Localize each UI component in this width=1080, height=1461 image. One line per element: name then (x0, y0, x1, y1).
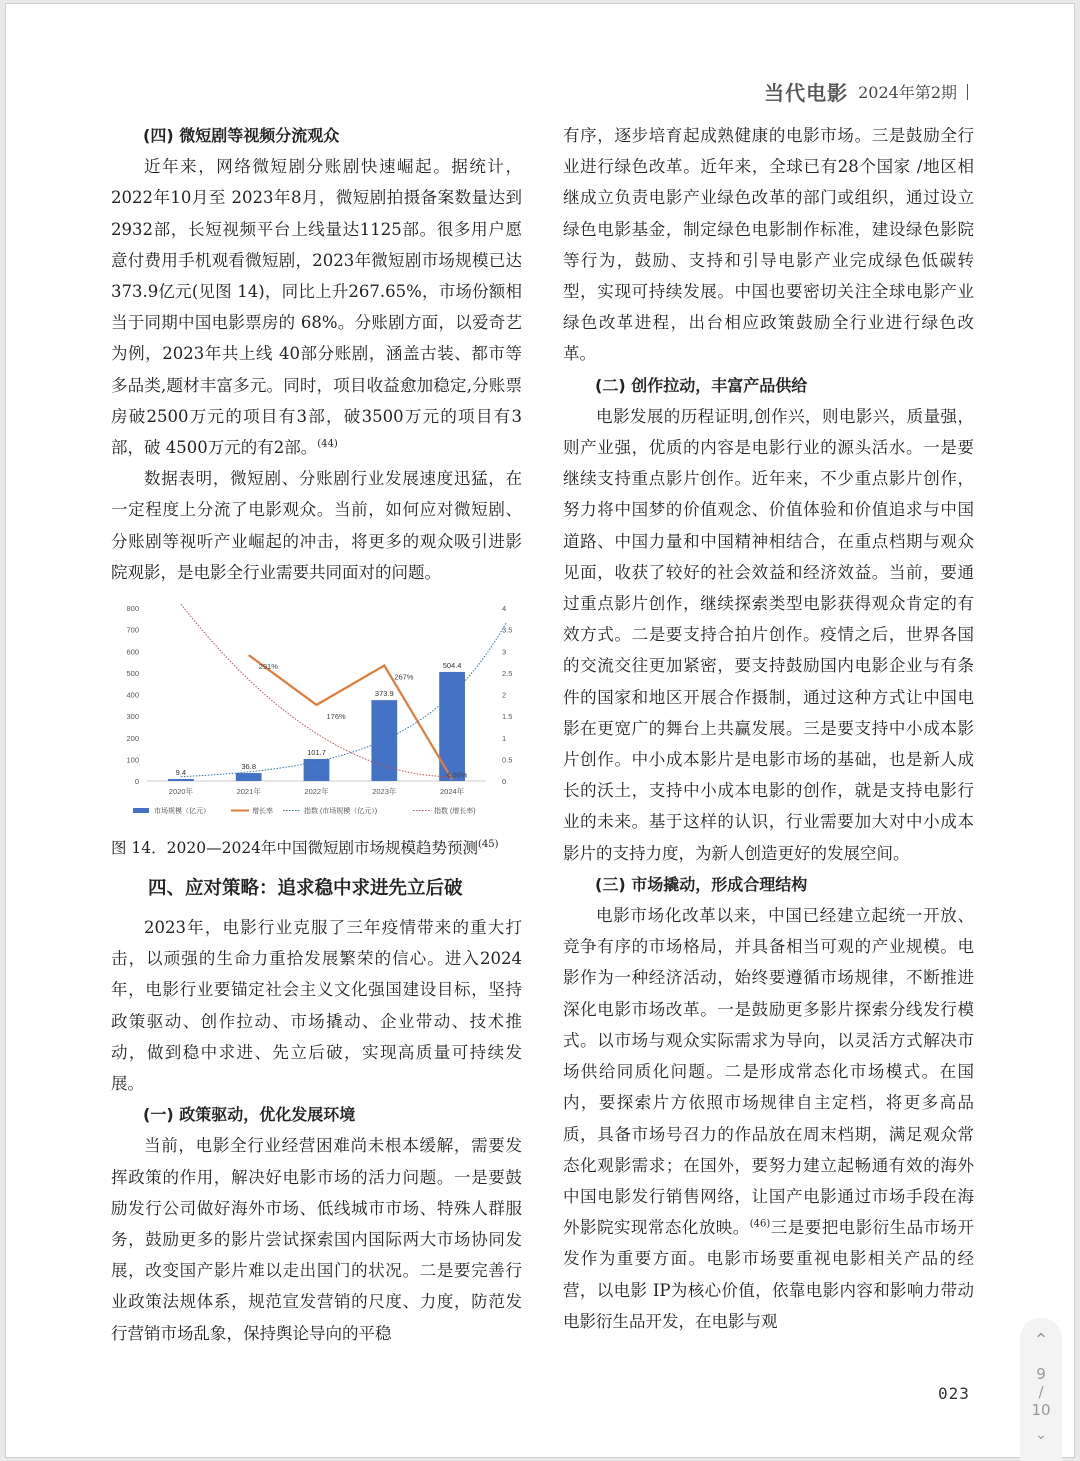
y-tick-label: 600 (126, 647, 139, 657)
figure-caption: 图 14．2020—2024年中国微短剧市场规模趋势预测$^{(45)}$ (111, 838, 499, 858)
y-tick-label: 400 (126, 690, 139, 700)
journal-logo: 当代电影 (764, 81, 849, 105)
x-tick-label: 2021年 (236, 787, 261, 797)
right-column (563, 120, 974, 1337)
y-tick-label: 100 (126, 755, 139, 765)
legend-label: 市场规模（亿元） (154, 808, 210, 816)
paragraph: 当前，电影全行业经营困难尚未根本缓解，需要发挥政策的作用，解决好电影市场的活力问题。一是要鼓励发行公司做好海外市场、低线城市市场、特殊人群服务，鼓励更多的影片尝试探索国内国际两大市场协同发展，改变国产影片难以走出国门的状况。二是要完善行业政策法规体系，规范宣发营销的尺度、力度，防范发行营销市场乱象，保持舆论导向的平稳 (111, 1136, 522, 1343)
y2-tick-label: 2.5 (502, 668, 513, 678)
growth-label: 176% (326, 711, 346, 721)
legend-swatch (133, 808, 149, 813)
paragraph: 近年来，网络微短剧分账剧快速崛起。据统计，2022年10月至 2023年8月，微短剧拍摄备案数量达到2932部，长短视频平台上线量达1125部。很多用户愿意付费用手机观看微短剧，2023年微短剧市场规模已达 373.9亿元(见图 14)，同比上升267.65%，市场份额相当于同期中国电影票房的 68%。分账剧方面，以爱奇艺为例，2023年共上线 40部分账剧，涵盖古装、都市等多品类,题材丰富多元。同时，项目收益愈加稳定,分账票房破2500万元的项目有3部，破3500万元的项目有3部，破 4500万元的有2部。$^{(44)}$ (111, 157, 522, 458)
bar-value-label: 9.4 (175, 768, 187, 778)
paragraph: 电影发展的历程证明,创作兴，则电影兴，质量强，则产业强，优质的内容是电影行业的源头活水。一是要继续支持重点影片创作。近年来，不少重点影片创作，努力将中国梦的价值观念、价值体验和价值追求与中国道路、中国力量和中国精神相结合，在重点档期与观众见面，收获了较好的社会效益和经济效益。当前，要通过重点影片创作，继续探索类型电影获得观众肯定的有效方式。二是要支持合拍片创作。疫情之后，世界各国的交流交往更加紧密，要支持鼓励国内电影企业与有条件的国家和地区开展合作摄制，通过这种方式让中国电影在更宽广的舞台上共赢发展。三是要支持中小成本影片创作。中小成本影片是电影市场的基础，也是新人成长的沃土，支持中小成本电影的创作，就是支持电影行业的未来。基于这样的认识，行业需要加大对中小成本影片的支持力度，为新人创造更好的发展空间。 (563, 406, 974, 863)
growth-label: 291% (258, 662, 278, 672)
section-heading: (二) 创作拉动，丰富产品供给 (595, 375, 808, 395)
bar-value-label: 36.8 (241, 762, 257, 772)
figure-14-chart (111, 598, 522, 830)
y2-tick-label: 0 (502, 777, 507, 787)
chart-svg (111, 598, 522, 830)
legend-label: 增长率 (252, 808, 273, 816)
issue-label: 2024年第2期 (858, 83, 957, 102)
citation: (45) (478, 838, 499, 850)
page-separator: / (1038, 1383, 1044, 1401)
total-pages: 10 (1031, 1401, 1051, 1419)
y-tick-label: 200 (126, 733, 139, 743)
x-tick-label: 2024年 (440, 787, 465, 797)
citation: (44) (317, 438, 338, 450)
growth-line (249, 655, 452, 779)
citation: (46) (749, 1218, 771, 1230)
growth-label: 267% (394, 672, 414, 682)
x-tick-label: 2022年 (304, 787, 329, 797)
y2-tick-label: 2 (502, 690, 507, 700)
y-tick-label: 300 (126, 712, 139, 722)
header-divider (967, 84, 968, 100)
page-navigator (1020, 1318, 1062, 1461)
x-tick-label: 2023年 (372, 787, 397, 797)
page-down-chevron-icon[interactable]: ⌄ (1035, 1427, 1047, 1443)
y2-tick-label: 1.5 (502, 712, 513, 722)
bar (236, 773, 262, 781)
left-column (111, 120, 522, 1349)
paragraph: 有序，逐步培育起成熟健康的电影市场。三是鼓励全行业进行绿色改革。近年来，全球已有28个国家 /地区相继成立负责电影产业绿色改革的部门或组织，通过设立绿色电影基金，制定绿色电影制作标准，建设绿色影院等行为，鼓励、支持和引导电影产业完成绿色低碳转型，实现可持续发展。中国也要密切关注全球电影产业绿色改革进程，出台相应政策鼓励全行业进行绿色改革。 (563, 126, 974, 364)
y2-tick-label: 1 (502, 733, 507, 743)
paragraph: 数据表明，微短剧、分账剧行业发展速度迅猛，在一定程度上分流了电影观众。当前，如何应对微短剧、分账剧等视听产业崛起的冲击，将更多的观众吸引进影院观影，是电影全行业需要共同面对的问题。 (111, 469, 522, 582)
y-tick-label: 800 (126, 604, 139, 614)
section-heading: (三) 市场撬动，形成合理结构 (595, 874, 808, 894)
bar (168, 779, 194, 781)
bar-value-label: 504.4 (442, 660, 462, 670)
section-heading: (四) 微短剧等视频分流观众 (143, 126, 340, 145)
page-up-chevron-icon[interactable]: ⌃ (1033, 1330, 1049, 1351)
y-tick-label: 500 (126, 668, 139, 678)
section-heading: (一) 政策驱动，优化发展环境 (143, 1105, 356, 1125)
legend-label: 指数 (市场规模（亿元）) (304, 808, 378, 816)
bar (304, 759, 330, 781)
y-tick-label: 700 (126, 625, 139, 635)
page-number: 023 (938, 1384, 970, 1403)
page-header (764, 77, 968, 106)
bar-value-label: 373.9 (374, 689, 394, 699)
y-tick-label: 0 (134, 777, 139, 787)
y2-tick-label: 4 (502, 604, 507, 614)
y2-tick-label: 3 (502, 647, 507, 657)
current-page: 9 (1036, 1365, 1046, 1383)
legend-label: 指数 (增长率) (434, 808, 476, 816)
x-tick-label: 2020年 (168, 787, 193, 797)
bar-value-label: 101.7 (307, 748, 326, 758)
paragraph: 2023年，电影行业克服了三年疫情带来的重大打击，以顽强的生命力重拾发展繁荣的信心。进入2024年，电影行业要锚定社会主义文化强国建设目标，坚持政策驱动、创作拉动、市场撬动、企业带动、技术推动，做到稳中求进、先立后破，实现高质量可持续发展。 (111, 918, 522, 1094)
y2-tick-label: 0.5 (502, 755, 513, 765)
y2-tick-label: 3.5 (502, 625, 513, 635)
growth-label: 4.00% (446, 770, 468, 780)
chapter-heading: 四、应对策略：追求稳中求进先立后破 (148, 878, 463, 900)
paragraph: 电影市场化改革以来，中国已经建立起统一开放、竞争有序的市场格局，并具备相当可观的产业规模。电影作为一种经济活动，始终要遵循市场规律，不断推进深化电影市场改革。一是鼓励更多影片探索分线发行模式。以市场与观众实际需求为导向，以灵活方式解决市场供给同质化问题。二是形成常态化市场模式。在国内，要探索片方依照市场规律自主定档，将更多高品质，具备市场号召力的作品放在周末档期，满足观众常态化观影需求；在国外，要努力建立起畅通有效的海外中国电影发行销售网络，让国产电影通过市场手段在海外影院实现常态化放映。$^{(46)}$三是要把电影衍生品市场开发作为重要方面。电影市场要重视电影相关产品的经营，以电影 IP为核心价值，依靠电影内容和影响力带动电影衍生品开发，在电影与观 (563, 906, 975, 1331)
